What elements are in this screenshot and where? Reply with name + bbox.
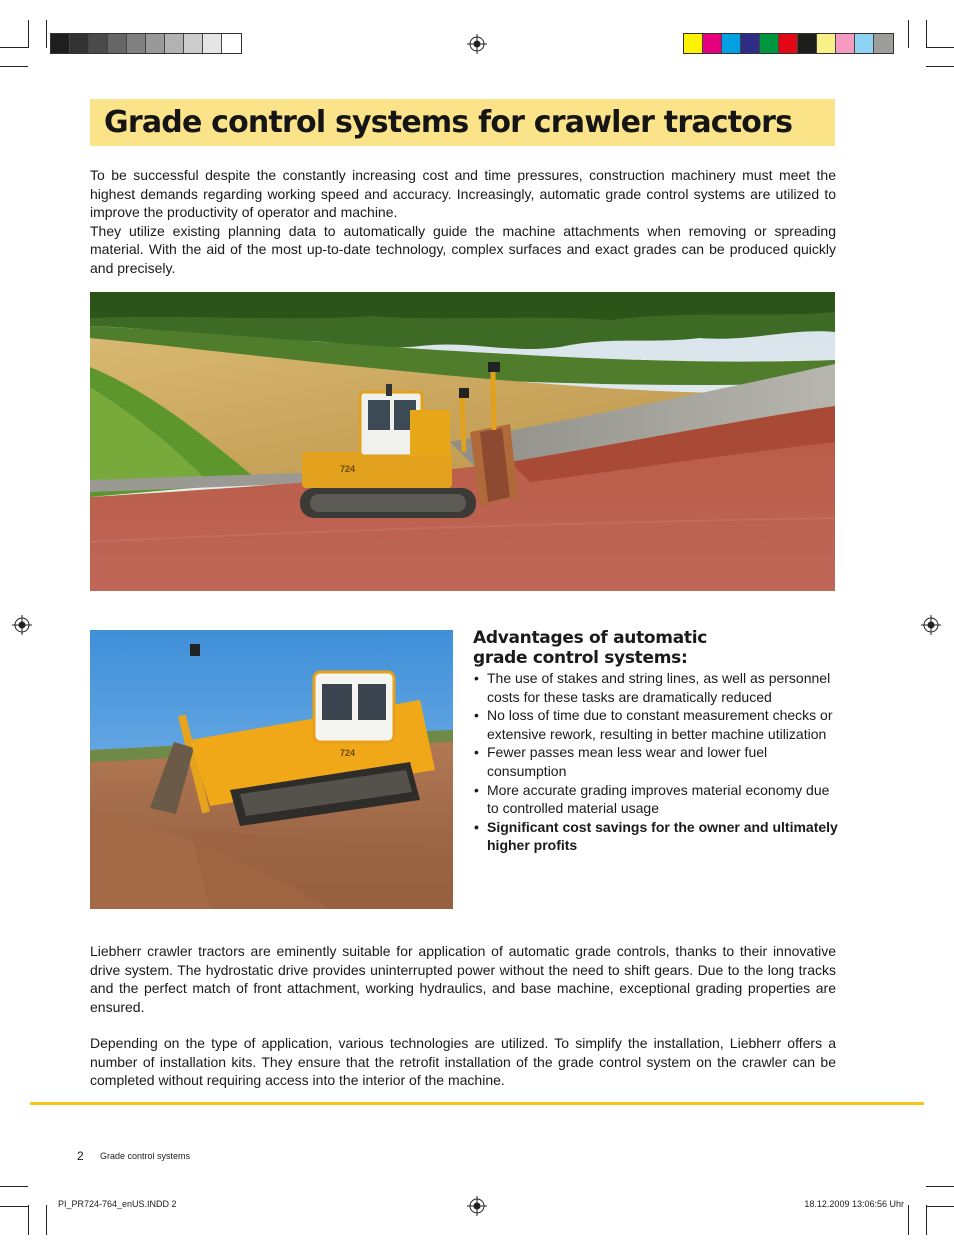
crop-mark (908, 20, 909, 48)
crop-mark (926, 20, 927, 48)
crop-mark (46, 20, 47, 48)
advantages-heading (473, 628, 833, 668)
color-swatch (222, 34, 241, 53)
crop-mark (0, 1206, 28, 1207)
color-swatch (127, 34, 146, 53)
body-paragraph: Liebherr crawler tractors are eminently suitable for application of automatic grade controls, thanks to their innovative drive system. The hydrostatic drive provides uninterrupted power without the need to shift gears. Due to the long tracks and the perfect match of front attachment, working hydraulics, and base machine, exceptional grading properties are ensured. (90, 943, 836, 1015)
crop-mark (926, 1186, 954, 1187)
crop-mark (926, 47, 954, 48)
color-swatch (760, 34, 779, 53)
crop-mark (926, 1206, 954, 1207)
color-swatch (874, 34, 893, 53)
crop-mark (28, 20, 29, 48)
color-swatch (89, 34, 108, 53)
advantages-heading-line: Advantages of automatic (473, 628, 708, 648)
crop-mark (926, 1205, 927, 1235)
footer-section: Grade control systems (100, 1151, 191, 1161)
color-swatch (798, 34, 817, 53)
color-swatch (146, 34, 165, 53)
page-number: 2 (77, 1149, 84, 1163)
list-item: • Fewer passes mean less wear and lower fuel consumption (473, 743, 838, 780)
list-item: • No loss of time due to constant measurement checks or extensive rework, resulting in better machine utilization (473, 706, 838, 743)
color-swatch (203, 34, 222, 53)
color-swatch (684, 34, 703, 53)
color-swatch (741, 34, 760, 53)
intro-paragraph: To be successful despite the constantly increasing cost and time pressures, construction machinery must meet the highest demands regarding working speed and accuracy. Increasingly, automatic grade control systems are utilized to improve the productivity of operator and machine. (90, 167, 836, 221)
crawler-tractor-photo-hillside (90, 292, 835, 591)
intro-text (90, 166, 836, 278)
process-color-bar (683, 33, 894, 54)
registration-mark-icon (921, 615, 941, 635)
color-swatch (108, 34, 127, 53)
page-title: Grade control systems for crawler tractors (104, 105, 793, 140)
color-swatch (70, 34, 89, 53)
crop-mark (28, 1205, 29, 1235)
advantages-heading-line: grade control systems: (473, 648, 688, 668)
body-text (90, 942, 836, 1016)
registration-mark-icon (12, 615, 32, 635)
crop-mark (0, 47, 28, 48)
title-banner (90, 99, 835, 146)
list-item: • Significant cost savings for the owner and ultimately higher profits (473, 818, 838, 855)
crop-mark (908, 1205, 909, 1235)
list-item: • More accurate grading improves material economy due to controlled material usage (473, 781, 838, 818)
gray-color-bar (50, 33, 242, 54)
slug-datetime: 18.12.2009 13:06:56 Uhr (804, 1199, 904, 1209)
color-swatch (703, 34, 722, 53)
crop-mark (46, 1205, 47, 1235)
list-item: • The use of stakes and string lines, as well as personnel costs for these tasks are dramatically reduced (473, 669, 838, 706)
color-swatch (184, 34, 203, 53)
registration-mark-icon (467, 34, 487, 54)
slug-filename: PI_PR724-764_enUS.INDD 2 (58, 1199, 177, 1209)
advantages-list (473, 669, 838, 855)
model-label: 724 (340, 748, 356, 758)
color-swatch (51, 34, 70, 53)
color-swatch (722, 34, 741, 53)
model-label: 724 (340, 464, 356, 474)
crop-mark (0, 1186, 28, 1187)
registration-mark-icon (467, 1196, 487, 1216)
intro-paragraph: They utilize existing planning data to automatically guide the machine attachments when removing or spreading material. With the aid of the most up-to-date technology, complex surfaces and exact grades can be produced quickly and precisely. (90, 222, 836, 276)
color-swatch (817, 34, 836, 53)
crop-mark (0, 66, 28, 67)
footer-rule (30, 1102, 924, 1105)
color-swatch (165, 34, 184, 53)
color-swatch (836, 34, 855, 53)
crop-mark (926, 66, 954, 67)
body-text (90, 1034, 836, 1090)
body-paragraph: Depending on the type of application, various technologies are utilized. To simplify the installation, Liebherr offers a number of installation kits. They ensure that the retrofit installation of the grade control system on the crawler can be completed without requiring access into the interior of the machine. (90, 1035, 836, 1089)
color-swatch (855, 34, 874, 53)
crawler-tractor-photo-slope (90, 630, 453, 909)
color-swatch (779, 34, 798, 53)
